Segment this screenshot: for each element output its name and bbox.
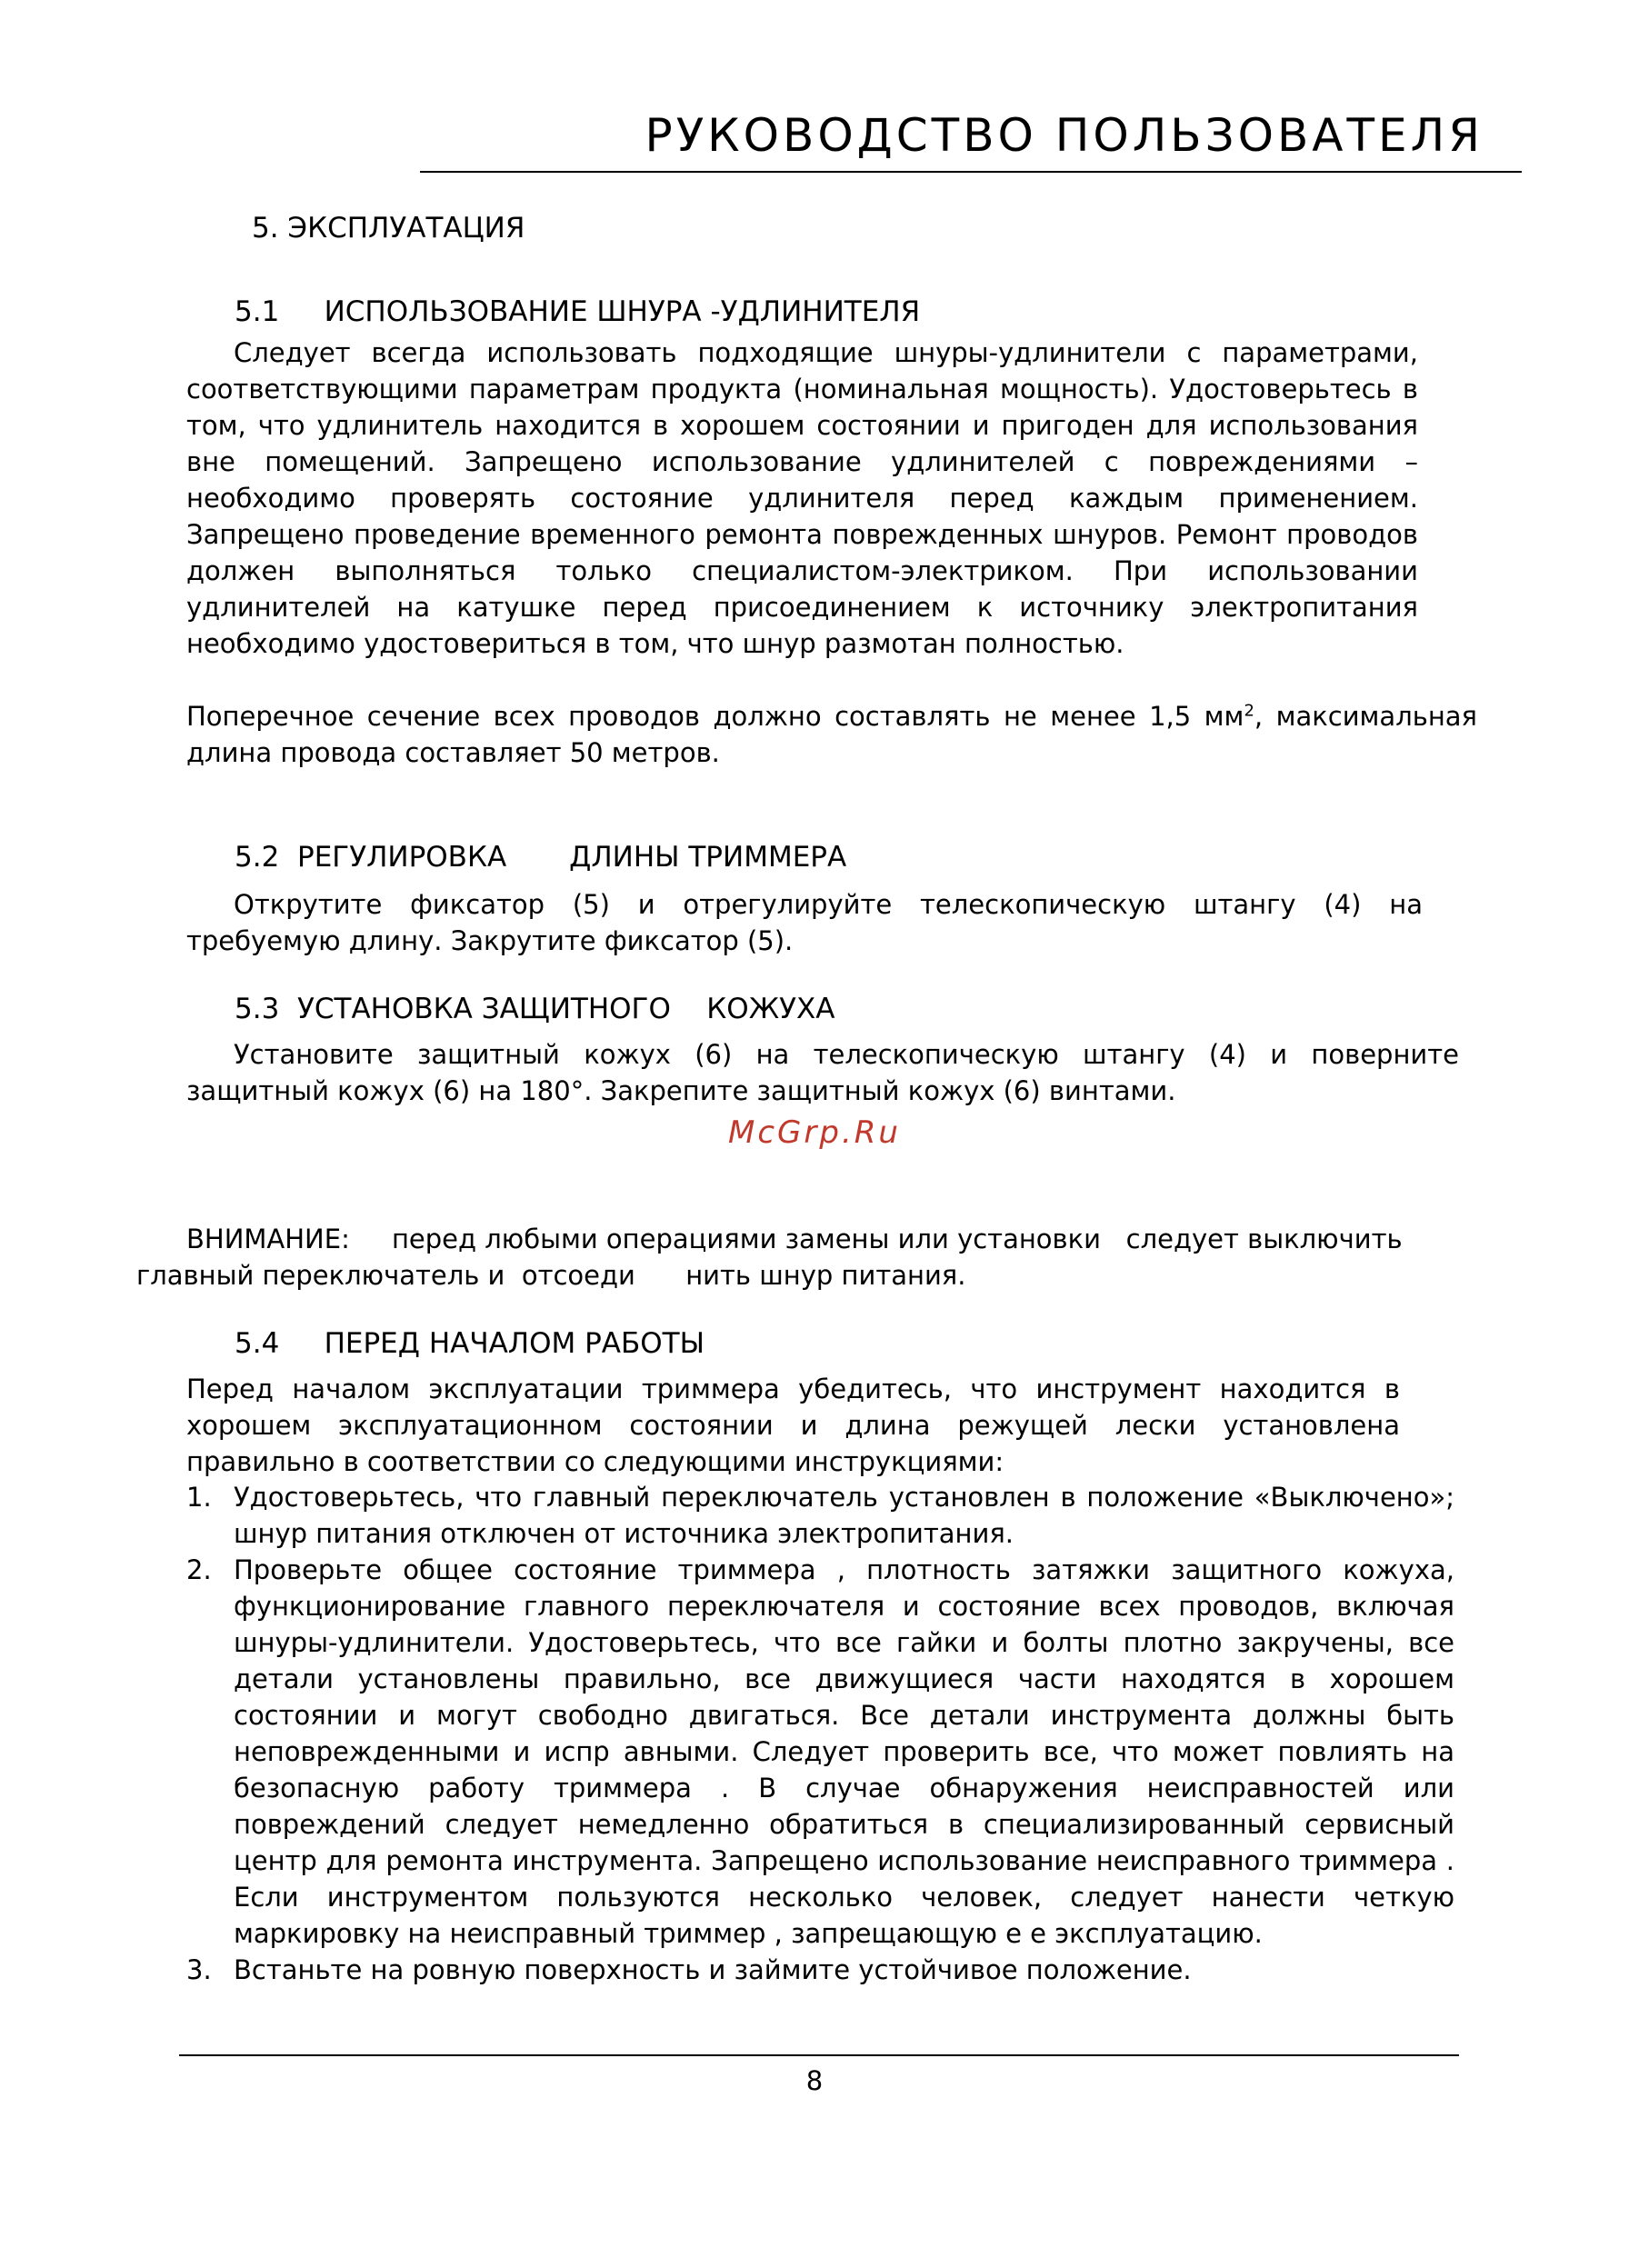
cable-text-superscript: 2 [1244,701,1254,721]
cable-text-start: Поперечное сечение всех проводов должно составлять не менее 1,5 мм [186,701,1244,732]
page-number: 8 [805,2065,824,2096]
header-title: РУКОВОДСТВО ПОЛЬЗОВАТЕЛЯ [645,109,1484,162]
watermark-logo: McGrp.Ru [728,1114,901,1151]
section-5-heading: 5. ЭКСПЛУАТАЦИЯ [252,212,525,245]
section-5-4-intro: Перед началом эксплуатации триммера убедитесь, что инструмент находится в хорошем эксплуатационном состоянии и длина режущей лески установлена правильно в соответствии со следующими инструкциями: [186,1374,1400,1477]
section-5-1-cable-paragraph [186,698,1477,771]
section-5-2-heading: 5.2 РЕГУЛИРОВКА ДЛИНЫ ТРИММЕРА [235,841,847,874]
section-5-2-paragraph: Открутите фиксатор (5) и отрегулируйте телескопическую штангу (4) на требуемую длину. Закрутите фиксатор (5). [186,889,1423,956]
section-5-1-heading: 5.1 ИСПОЛЬЗОВАНИЕ ШНУРА -УДЛИНИТЕЛЯ [235,295,921,328]
list-item [186,1552,1454,1952]
list-item [186,1952,1454,1988]
list-item-number: 2. [186,1554,212,1585]
warning-line-2: главный переключатель и отсоеди нить шнур питания. [136,1260,966,1291]
section-5-1-paragraph: Следует всегда использовать подходящие шнуры-удлинители с параметрами, соответствующими параметрам продукта (номинальная мощность). Удостоверьтесь в том, что удлинитель находится в хорошем состоянии и пригоден для использования вне помещений. Запрещено использование удлинителей с повреждениями – необходимо проверять состояние удлинителя перед каждым применением. Запрещено проведение временного ремонта поврежденных шнуров. Ремонт проводов должен выполняться только специалистом-электриком. При использовании удлинителей на катушке перед присоединением к источнику электропитания необходимо удостовериться в том, что шнур размотан полностью. [186,337,1418,659]
footer-divider [179,2054,1459,2056]
section-5-3-heading: 5.3 УСТАНОВКА ЗАЩИТНОГО КОЖУХА [235,993,835,1025]
warning-line-1: ВНИМАНИЕ: перед любыми операциями замены или установки следует выключить [186,1224,1403,1254]
list-item-text: Проверьте общее состояние триммера , плотность затяжки защитного кожуха, функционирование главного переключателя и состояние всех проводов, включая шнуры-удлинители. Удостоверьтесь, что все гайки и болты плотно закручены, все детали установлены правильно, все движущиеся части находятся в хорошем состоянии и могут свободно двигаться. Все детали инструмента должны быть неповрежденными и испр авными. Следует проверить все, что может повлиять на безопасную работу триммера . В случае обнаружения неисправностей или повреждений следует немедленно обратиться в специализированный сервисный центр для ремонта инструмента. Запрещено использование неисправного триммера . Если инструментом пользуются несколько человек, следует нанести четкую маркировку на неисправный триммер , запрещающую е е эксплуатацию. [234,1554,1454,1949]
section-5-4-heading: 5.4 ПЕРЕД НАЧАЛОМ РАБОТЫ [235,1327,705,1360]
list-item-number: 3. [186,1954,212,1985]
cable-text-end: , максимальная длина провода составляет 50 метров. [186,701,1477,768]
list-item-number: 1. [186,1482,212,1513]
header-divider [420,171,1522,173]
section-5-3-paragraph: Установите защитный кожух (6) на телескопическую штангу (4) и поверните защитный кожух (6) на 180°. Закрепите защитный кожух (6) винтами. [186,1039,1459,1106]
list-item-text: Встаньте на ровную поверхность и займите устойчивое положение. [234,1954,1192,1985]
list-item-text: Удостоверьтесь, что главный переключатель установлен в положение «Выключено»; шнур питания отключен от источника электропитания. [234,1482,1454,1549]
list-item [186,1479,1454,1552]
preparation-steps-list [186,1479,1454,1988]
